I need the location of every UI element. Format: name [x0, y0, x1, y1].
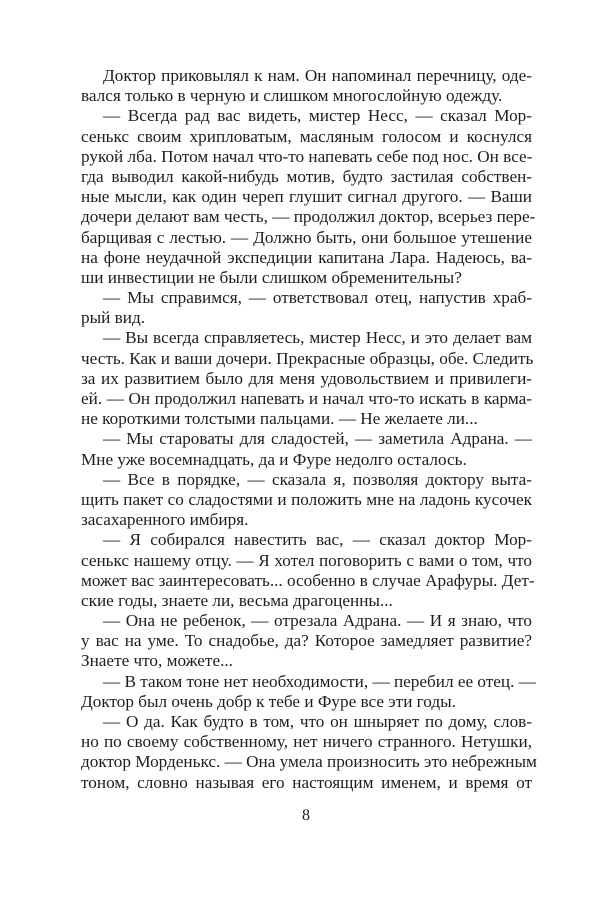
paragraph-line: Доктор был очень добр к тебе и Фуре все эти годы. — [81, 691, 456, 711]
paragraph-line: — Мы староваты для сладостей, — заметила Адрана. — — [103, 429, 532, 449]
paragraph-line: — Все в порядке, — сказала я, позволяя доктору выта- — [103, 469, 532, 489]
paragraph-line: на фоне неудачной экспедиции капитана Лара. Надеюсь, ва- — [81, 247, 532, 267]
paragraph-line: барщивая с лестью. — Должно быть, они большое утешение — [81, 227, 532, 247]
paragraph-line: Доктор приковылял к нам. Он напоминал перечницу, оде- — [103, 66, 532, 85]
paragraph-line: ши инвестиции не были слишком обременительны? — [81, 267, 462, 287]
paragraph-line: ей. — Он продолжил напевать и начал что-то искать в карма- — [81, 389, 532, 408]
paragraph-line: гда выводил какой-нибудь мотив, будто застилая собствен- — [81, 166, 532, 186]
paragraph-line: дочери делают вам честь, — продолжил доктор, всерьез пере- — [81, 207, 536, 227]
paragraph-line: — Вы всегда справляетесь, мистер Несс, и это делает вам — [103, 328, 532, 348]
paragraph-line: Мне уже восемнадцать, да и Фуре недолго осталось. — [81, 449, 467, 469]
paragraph-line: но по своему собственному, нет ничего странного. Нетушки, — [81, 732, 532, 752]
paragraph-line: за их развитием было для меня удовольствием и привилеги- — [81, 368, 532, 388]
paragraph-line: ские годы, знаете ли, весьма драгоценны... — [81, 590, 393, 610]
paragraph-line: — В таком тоне нет необходимости, — перебил ее отец. — — [103, 671, 536, 691]
paragraph-line: вался только в черную и слишком многослойную одежду. — [81, 86, 503, 106]
paragraph-line: тоном, словно называя его настоящим именем, и время от — [81, 772, 532, 792]
book-page-text — [81, 66, 537, 793]
paragraph-line: — Всегда рад вас видеть, мистер Несс, — сказал Мор- — [103, 106, 532, 126]
paragraph-line: ные мысли, как один череп глушит сигнал другого. — Ваши — [81, 187, 532, 207]
paragraph-line: — О да. Как будто в том, что он шныряет по дому, слов- — [103, 712, 532, 731]
paragraph-line: может вас заинтересовать... особенно в случае Арафуры. Дет- — [81, 570, 535, 590]
paragraph-line: доктор Морденькс. — Она умела произносить это небрежным — [81, 752, 537, 772]
paragraph-line: — Я собирался навестить вас, — сказал доктор Мор- — [103, 530, 532, 550]
paragraph-line: у вас на уме. То снадобье, да? Которое замедляет развитие? — [81, 631, 532, 651]
page-number: 8 — [302, 807, 310, 824]
paragraph-line: рый вид. — [81, 308, 145, 328]
paragraph-line: — Она не ребенок, — отрезала Адрана. — И я знаю, что — [103, 611, 532, 631]
paragraph-line: честь. Как и ваши дочери. Прекрасные образцы, обе. Следить — [81, 348, 534, 368]
paragraph-line: — Мы справимся, — ответствовал отец, напустив храб- — [103, 288, 532, 308]
paragraph-line: сенькс своим хрипловатым, масляным голосом и коснулся — [81, 126, 532, 146]
paragraph-line: не короткими толстыми пальцами. — Не желаете ли... — [81, 409, 478, 429]
paragraph-line: сенькс нашему отцу. — Я хотел поговорить с вами о том, что — [81, 550, 532, 570]
paragraph-line: рукой лба. Потом начал что-то напевать себе под нос. Он все- — [81, 146, 533, 166]
paragraph-line: Знаете что, можете... — [81, 651, 233, 671]
paragraph-line: щить пакет со сладостями и положить мне на ладонь кусочек — [81, 489, 532, 509]
paragraph-line: засахаренного имбиря. — [81, 510, 249, 530]
